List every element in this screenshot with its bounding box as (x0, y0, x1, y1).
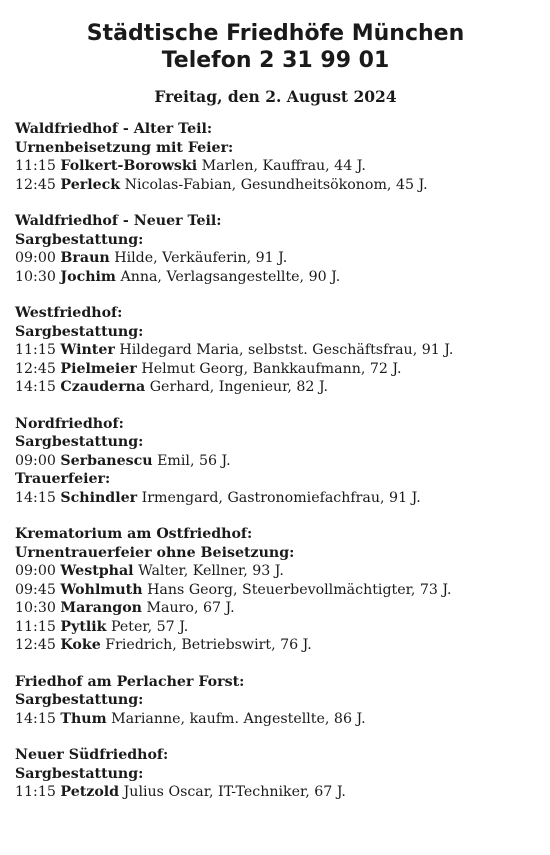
entry-time: 09:00 (15, 563, 56, 579)
list-item (15, 176, 536, 195)
entry-time: 12:45 (15, 637, 56, 653)
list-item (15, 378, 536, 397)
cemetery-section (15, 120, 536, 194)
list-item (15, 783, 536, 802)
cemetery-name: Waldfriedhof - Neuer Teil: (15, 213, 222, 229)
ceremony-type: Sargbestattung: (15, 434, 144, 450)
entry-details: Hans Georg, Steuerbevollmächtigter, 73 J. (147, 581, 452, 598)
entry-surname: Koke (60, 637, 101, 653)
entry-details: Hildegard Maria, selbstst. Geschäftsfrau, 91 J. (119, 342, 454, 358)
entry-details: Julius Oscar, IT-Techniker, 67 J. (123, 784, 346, 800)
list-item (15, 636, 536, 655)
ceremony-type: Urnentrauerfeier ohne Beisetzung: (15, 544, 295, 561)
entry-time: 09:00 (15, 250, 56, 266)
entry-surname: Winter (60, 342, 115, 358)
entry-details: Marlen, Kauffrau, 44 J. (201, 158, 366, 174)
cemetery-section (15, 525, 536, 655)
cemetery-section (15, 415, 536, 508)
entry-time: 11:15 (15, 158, 56, 174)
cemetery-section (15, 304, 536, 397)
cemetery-section (15, 212, 536, 286)
entry-details: Irmengard, Gastronomiefachfrau, 91 J. (141, 489, 421, 506)
list-item (15, 341, 536, 360)
entry-time: 12:45 (15, 176, 56, 193)
ceremony-type: Sargbestattung: (15, 323, 144, 340)
entry-surname: Jochim (60, 268, 116, 285)
entry-details: Hilde, Verkäuferin, 91 J. (114, 250, 288, 266)
header-title: Städtische Friedhöfe München (86, 21, 465, 46)
cemetery-sections (15, 120, 536, 802)
entry-surname: Pytlik (60, 618, 107, 635)
list-item (15, 360, 536, 379)
cemetery-name: Nordfriedhof: (15, 415, 124, 432)
cemetery-name: Neuer Südfriedhof: (15, 747, 169, 763)
entry-surname: Marangon (60, 600, 142, 616)
entry-surname: Thum (60, 710, 107, 727)
entry-time: 14:15 (15, 710, 56, 727)
ceremony-type: Urnenbeisetzung mit Feier: (15, 139, 234, 156)
entry-details: Emil, 56 J. (157, 452, 231, 469)
header (15, 20, 536, 107)
ceremony-type: Sargbestattung: (15, 692, 144, 708)
entry-details: Gerhard, Ingenieur, 82 J. (149, 379, 329, 395)
ceremony-type: Sargbestattung: (15, 231, 144, 248)
entry-time: 09:45 (15, 581, 56, 598)
entry-time: 14:15 (15, 379, 56, 395)
list-item (15, 618, 536, 637)
header-date: Freitag, den 2. August 2024 (154, 87, 397, 106)
entry-details: Marianne, kaufm. Angestellte, 86 J. (111, 710, 366, 727)
entry-details: Walter, Kellner, 93 J. (138, 563, 284, 579)
entry-details: Mauro, 67 J. (146, 600, 235, 616)
list-item (15, 268, 536, 287)
entry-details: Helmut Georg, Bankkaufmann, 72 J. (141, 360, 402, 377)
header-phone: Telefon 2 31 99 01 (161, 48, 390, 73)
entry-time: 11:15 (15, 618, 56, 635)
cemetery-section (15, 746, 536, 802)
entry-surname: Braun (60, 250, 110, 266)
entry-details: Nicolas-Fabian, Gesundheitsökonom, 45 J. (124, 176, 428, 193)
entry-surname: Wohlmuth (60, 581, 143, 598)
list-item (15, 452, 536, 471)
entry-surname: Folkert-Borowski (60, 158, 198, 174)
entry-details: Anna, Verlagsangestellte, 90 J. (120, 268, 341, 285)
entry-surname: Serbanescu (60, 452, 153, 469)
list-item (15, 489, 536, 508)
list-item (15, 581, 536, 600)
list-item (15, 599, 536, 618)
cemetery-section (15, 673, 536, 729)
entry-surname: Schindler (60, 489, 138, 506)
entry-time: 09:00 (15, 452, 56, 469)
entry-details: Friedrich, Betriebswirt, 76 J. (105, 637, 312, 653)
entry-time: 11:15 (15, 784, 56, 800)
entry-time: 14:15 (15, 489, 56, 506)
entry-time: 12:45 (15, 360, 56, 377)
entry-surname: Petzold (60, 784, 120, 800)
cemetery-name: Friedhof am Perlacher Forst: (15, 673, 245, 690)
ceremony-type: Sargbestattung: (15, 765, 144, 782)
cemetery-name: Westfriedhof: (15, 305, 123, 321)
entry-surname: Perleck (60, 176, 121, 193)
list-item (15, 710, 536, 729)
entry-time: 10:30 (15, 268, 56, 285)
entry-details: Peter, 57 J. (111, 618, 189, 635)
cemetery-name: Krematorium am Ostfriedhof: (15, 526, 253, 542)
entry-surname: Pielmeier (60, 360, 137, 377)
cemetery-name: Waldfriedhof - Alter Teil: (15, 121, 213, 137)
entry-surname: Westphal (60, 563, 134, 579)
ceremony-type: Trauerfeier: (15, 471, 111, 487)
list-item (15, 249, 536, 268)
entry-surname: Czauderna (60, 379, 146, 395)
entry-time: 11:15 (15, 342, 56, 358)
list-item (15, 157, 536, 176)
entry-time: 10:30 (15, 600, 56, 616)
list-item (15, 562, 536, 581)
